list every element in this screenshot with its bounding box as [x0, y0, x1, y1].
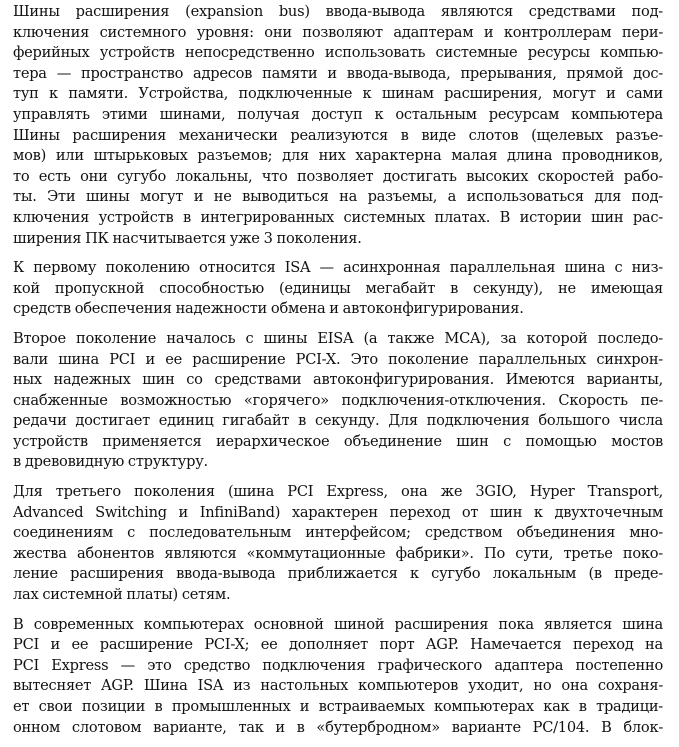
text-line: вали шина PCI и ее расширение PCI-X. Это поколение параллельных синхрон- [13, 350, 663, 368]
paragraph-2 [13, 258, 663, 320]
paragraph-5 [13, 615, 663, 739]
text-line: соединениям с последовательным интерфейсом; средством объединения мно- [13, 524, 663, 542]
text-line: мов) или штырьковых разъемов; для них характерна малая длина проводников, [13, 147, 663, 165]
text-line: Для третьего поколения (шина PCI Express, она же 3GIO, Hyper Transport, [13, 483, 663, 501]
document-page [13, 2, 663, 747]
paragraph-4 [13, 482, 663, 606]
text-line: PCI и ее расширение PCI-X; ее дополняет порт AGP. Намечается переход на [13, 636, 663, 654]
text-line: снабженные возможностью «горячего» подключения-отключения. Скорость пе- [13, 391, 663, 409]
text-line: К первому поколению относится ISA — асинхронная параллельная шина с низ- [13, 259, 663, 277]
text-line: ключения системного уровня: они позволяют адаптерам и контроллерам пери- [13, 23, 663, 41]
text-line: Advanced Switching и InfiniBand) характерен переход от шин к двухточечным [13, 503, 663, 521]
text-line: Шины расширения механически реализуются в виде слотов (щелевых разъе- [13, 126, 663, 144]
text-line: устройств применяется иерархическое объединение шин с помощью мостов [13, 432, 663, 450]
text-line: управлять этими шинами, получая доступ к остальным ресурсам компьютера [13, 105, 663, 123]
text-line: туп к памяти. Устройства, подключенные к шинам расширения, могут и сами [13, 85, 663, 103]
text-line: ление расширения ввода-вывода приближается к сугубо локальным (в преде- [13, 565, 663, 583]
text-line: редачи достигает единиц гигабайт в секунду. Для подключения большого числа [13, 412, 663, 430]
paragraph-3 [13, 329, 663, 473]
text-line: онном слотовом варианте, так и в «бутербродном» варианте PC/104. В блок- [13, 718, 663, 736]
paragraph-1 [13, 2, 663, 249]
text-line: лах системной платы) сетям. [13, 586, 231, 604]
text-line: ферийных устройств непосредственно использовать системные ресурсы компью- [13, 44, 663, 62]
text-line: тера — пространство адресов памяти и ввода-вывода, прерывания, прямой дос- [13, 64, 663, 82]
text-line: Второе поколение началось с шины EISA (а также MCA), за которой последо- [13, 329, 663, 347]
text-line: средств обеспечения надежности обмена и автоконфигурирования. [13, 300, 524, 318]
text-line: жества абонентов являются «коммутационные фабрики». По сути, третье поко- [13, 544, 663, 562]
text-line: ет свои позиции в промышленных и встраиваемых компьютерах как в традици- [13, 698, 663, 715]
text-line: В современных компьютерах основной шиной расширения пока является шина [13, 615, 663, 633]
text-line: ширения ПК насчитывается уже 3 поколения. [13, 229, 362, 247]
text-line: кой пропускной способностью (единицы мегабайт в секунду), не имеющая [13, 279, 663, 297]
text-line: PCI Express — это средство подключения графического адаптера постепенно [13, 656, 663, 674]
text-line: Шины расширения (expansion bus) ввода-вывода являются средствами под- [13, 3, 663, 20]
text-line: то есть они сугубо локальны, что позволяет достигать высоких скоростей рабо- [13, 167, 663, 185]
text-line: вытесняет AGP. Шина ISA из настольных компьютеров уходит, но она сохраня- [13, 677, 663, 695]
text-line: ключения устройств в интегрированных системных платах. В истории шин рас- [13, 208, 663, 226]
text-line: в древовидную структуру. [13, 453, 208, 471]
text-line: ных надежных шин со средствами автоконфигурирования. Имеются варианты, [13, 371, 663, 389]
text-line: ты. Эти шины могут и не выводиться на разъемы, а использоваться для под- [13, 188, 663, 206]
